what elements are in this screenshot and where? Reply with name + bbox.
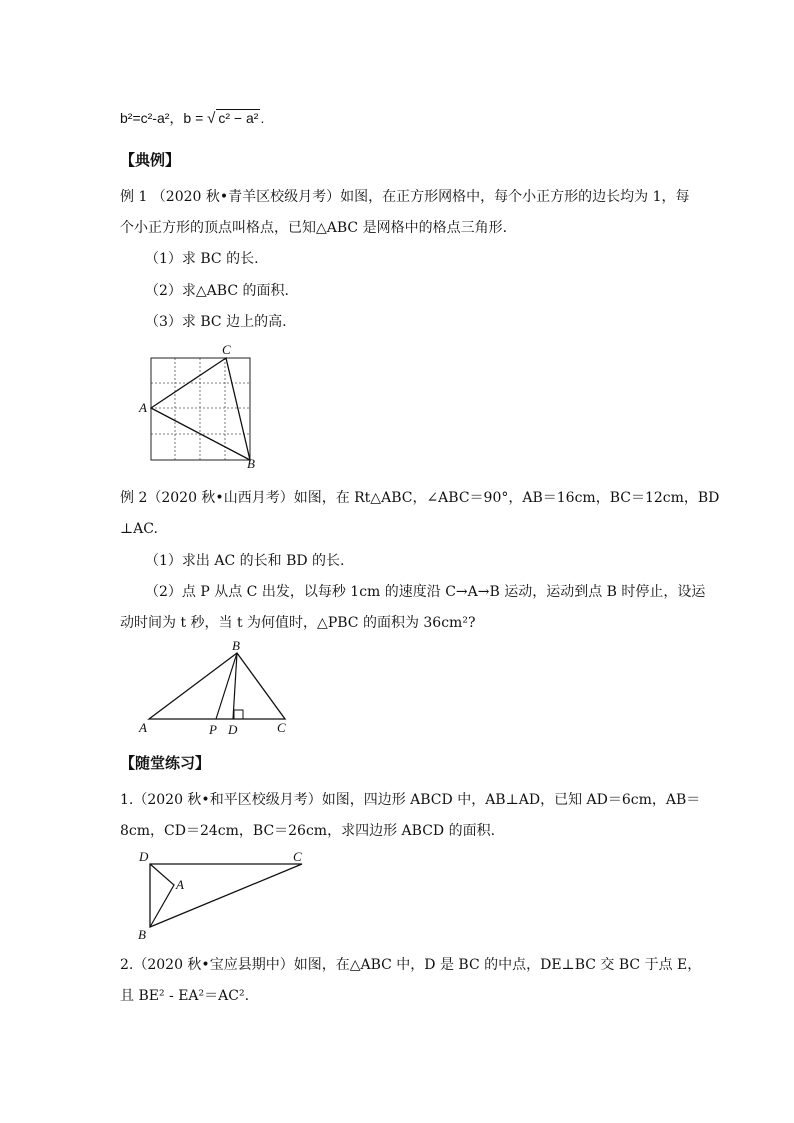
label-d: D xyxy=(139,849,149,864)
label-b: B xyxy=(138,927,146,942)
section-heading-practice: 【随堂练习】 xyxy=(120,754,211,772)
grid-border xyxy=(151,358,250,460)
outer-triangle xyxy=(150,864,302,927)
formula-radicand: c² − a² xyxy=(218,110,259,126)
example2-question2-line2: 动时间为 t 秒，当 t 为何值时，△PBC 的面积为 36cm²? xyxy=(120,615,476,631)
label-a: A xyxy=(139,400,147,415)
example1-line1: 例 1 （2020 秋•青羊区校级月考）如图，在正方形网格中，每个小正方形的边长均为 1，每 xyxy=(120,189,690,205)
example2-line1: 例 2（2020 秋•山西月考）如图，在 Rt△ABC，∠ABC＝90°，AB＝16cm，BC＝12cm，BD xyxy=(120,490,720,506)
formula-end: . xyxy=(260,110,265,126)
label-p: P xyxy=(209,722,217,737)
triangle-abc xyxy=(151,358,250,460)
formula-part1: b²=c²-a²，b = xyxy=(120,110,208,126)
example2-figure xyxy=(130,636,300,741)
example2-question2-line1: （2）点 P 从点 C 出发，以每秒 1cm 的速度沿 C→A→B 运动，运动到点 B 时停止，设运 xyxy=(145,584,706,600)
label-a: A xyxy=(139,720,147,735)
section-heading-examples: 【典例】 xyxy=(120,151,181,169)
label-b: B xyxy=(232,638,240,653)
example1-question1: （1）求 BC 的长. xyxy=(145,251,259,267)
exercise2-line2: 且 BE² - EA²＝AC². xyxy=(120,988,250,1004)
triangle-abc xyxy=(149,653,285,719)
label-c: C xyxy=(222,342,231,357)
exercise1-line1: 1.（2020 秋•和平区校级月考）如图，四边形 ABCD 中，AB⊥AD，已知 AD＝6cm，AB＝ xyxy=(120,792,701,808)
exercise1-line2: 8cm，CD＝24cm，BC＝26cm，求四边形 ABCD 的面积. xyxy=(120,823,496,839)
formula-line: b²=c²-a²，b = √ c² − a² . xyxy=(120,110,265,127)
exercise1-figure xyxy=(135,845,315,945)
segments-da-ab xyxy=(150,864,174,927)
label-c: C xyxy=(277,720,286,735)
example2-line2: ⊥AC. xyxy=(120,521,158,537)
label-d: D xyxy=(228,722,238,737)
example1-question2: （2）求△ABC 的面积. xyxy=(145,283,289,299)
label-b: B xyxy=(247,456,255,471)
example1-line2: 个小正方形的顶点叫格点，已知△ABC 是网格中的格点三角形. xyxy=(120,220,508,236)
label-a: A xyxy=(176,877,184,892)
example1-question3: （3）求 BC 边上的高. xyxy=(145,314,287,330)
exercise2-line1: 2.（2020 秋•宝应县期中）如图，在△ABC 中，D 是 BC 的中点，DE⊥BC 交 BC 于点 E， xyxy=(120,957,702,973)
label-c: C xyxy=(293,849,302,864)
right-angle-mark xyxy=(234,710,243,719)
example1-figure xyxy=(135,340,270,470)
grid-lines xyxy=(151,358,250,460)
example2-question1: （1）求出 AC 的长和 BD 的长. xyxy=(145,553,345,569)
